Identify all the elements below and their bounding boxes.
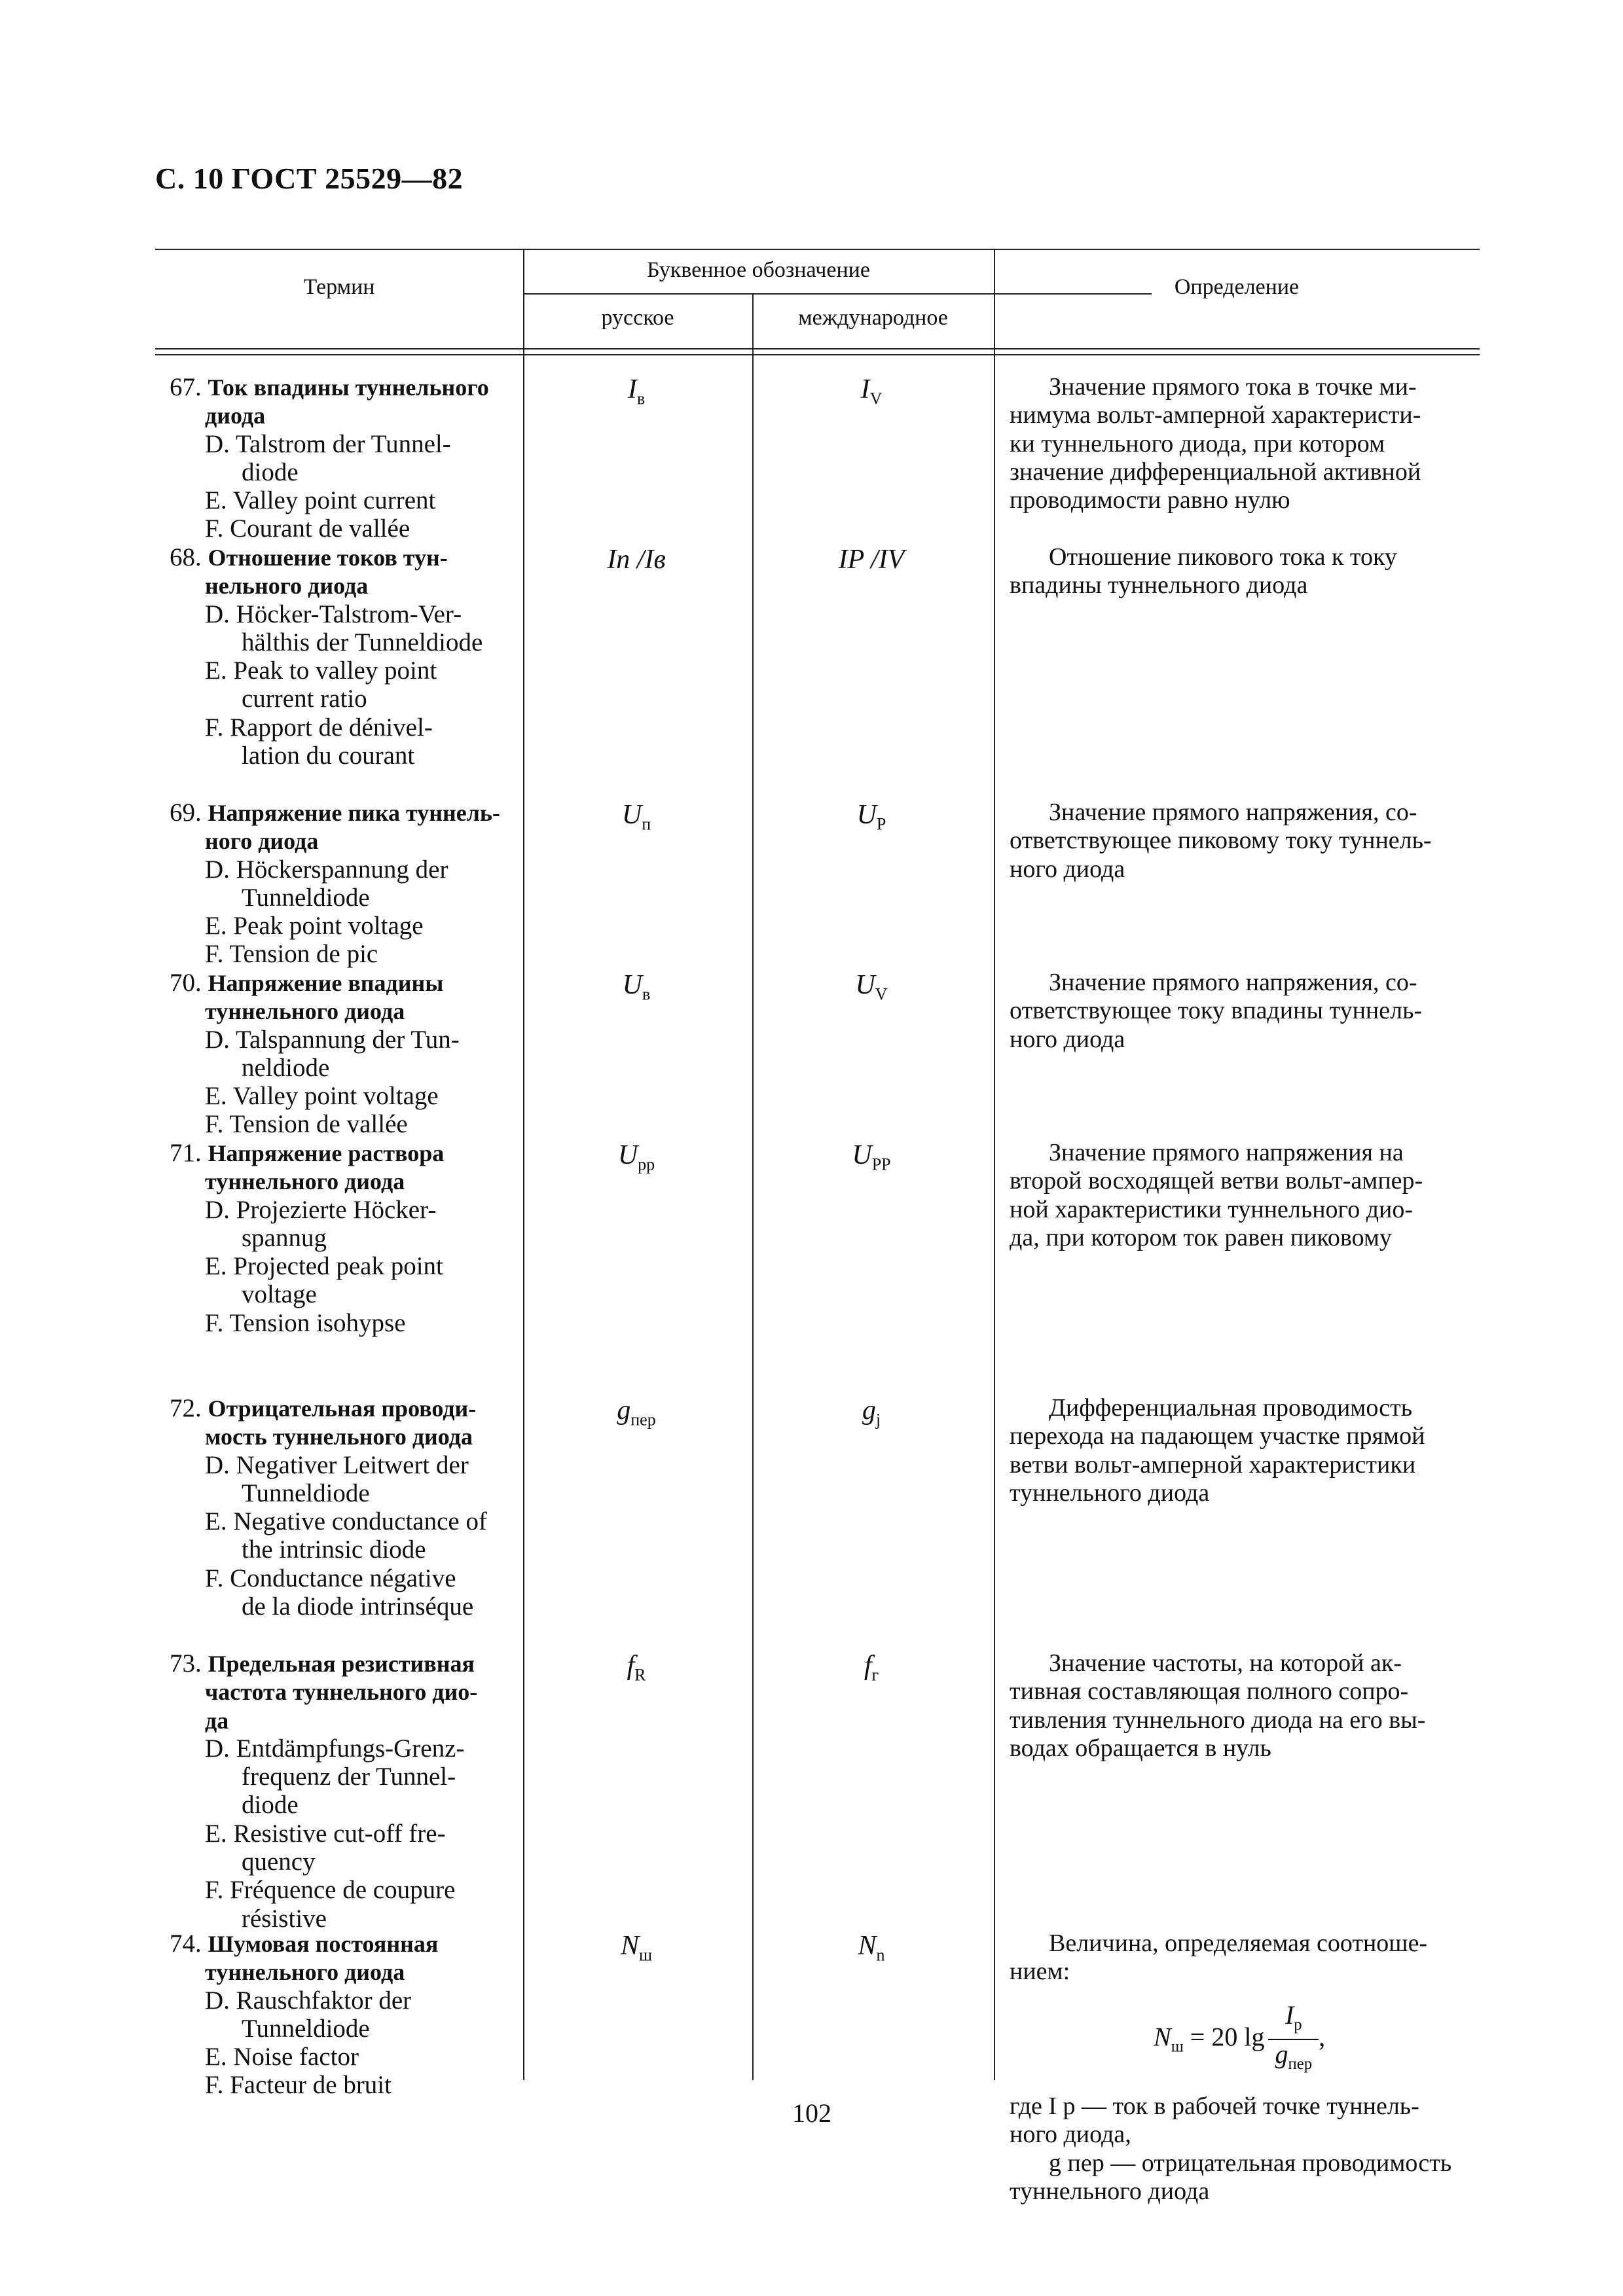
term-line (170, 1706, 538, 1734)
term-cell (170, 798, 538, 969)
term-line: F. Rapport de dénivel- (205, 713, 433, 742)
column-header-symbol: Буквенное обозначение (647, 258, 870, 282)
definition-line: где I p — ток в рабочей точке туннель- (1010, 2092, 1419, 2121)
term-line: résistive (242, 1904, 327, 1933)
term-line: E. Valley point current (205, 486, 436, 515)
column-header-symbol-ru: русское (601, 306, 674, 330)
term-line: E. Peak to valley point (205, 656, 437, 685)
symbol-international: $N_n$ (858, 1931, 885, 1965)
column-divider (994, 249, 995, 2080)
term-line: F. Fréquence de coupure (205, 1876, 456, 1905)
definition-line: тивная составляющая полного сопро- (1010, 1677, 1409, 1706)
term-cell (170, 1139, 538, 1337)
definition-line: проводимости равно нулю (1010, 486, 1290, 514)
term-title: ного диода (205, 828, 319, 855)
symbol-international: $U_P$ (856, 800, 886, 834)
term-line: E. Negative conductance of (205, 1507, 487, 1536)
term-line: 73. Предельная резистивная (170, 1649, 475, 1677)
symbol-russian: $g_{пер}$ (617, 1395, 656, 1429)
term-line (170, 1422, 538, 1450)
definition-line: g пер — отрицательная проводимость (1049, 2149, 1452, 2177)
definition-cell (1010, 543, 1461, 600)
definition-cell (1010, 373, 1461, 514)
symbol-russian: $U_{рр}$ (617, 1140, 655, 1174)
term-line: hälthis der Tunneldiode (242, 628, 483, 656)
column-header-term: Термин (303, 275, 375, 299)
term-line: F. Tension de vallée (205, 1110, 408, 1139)
term-line: 67. Ток впадины туннельного (170, 373, 489, 401)
definition-line: туннельного диода (1010, 1479, 1210, 1507)
definition-line: ного диода, (1010, 2121, 1131, 2149)
definition-line: нием: (1010, 1958, 1070, 1986)
definition-cell (1010, 1394, 1461, 1507)
term-line: 72. Отрицательная проводи- (170, 1394, 477, 1422)
definition-line: значение дифференциальной активной (1010, 457, 1421, 486)
column-header-symbol-int: международное (798, 306, 948, 330)
term-line: Tunneldiode (242, 1479, 370, 1507)
definition-line: ответствующее пиковому току туннель- (1010, 827, 1432, 855)
formula-fraction (1268, 2001, 1319, 2079)
term-line: Tunneldiode (242, 883, 370, 912)
term-title: туннельного диода (205, 1168, 405, 1195)
term-line: F. Facteur de bruit (205, 2071, 392, 2100)
page-number: 102 (792, 2098, 831, 2128)
term-line: D. Projezierte Höcker- (205, 1195, 437, 1224)
definition-cell (1010, 1649, 1461, 1763)
definition-line: ной характеристики туннельного дио- (1010, 1195, 1413, 1223)
term-line: E. Peak point voltage (205, 912, 424, 941)
definition-line: впадины туннельного диода (1010, 571, 1308, 600)
definition-line: ки туннельного диода, при котором (1010, 429, 1385, 457)
term-line: diode (242, 1791, 299, 1820)
definition-cell (1010, 1139, 1461, 1252)
term-line: F. Courant de vallée (205, 514, 410, 543)
term-line: quency (242, 1848, 316, 1876)
definition-line: Значение прямого напряжения, со- (1049, 798, 1417, 826)
term-line (170, 401, 538, 429)
term-line: F. Conductance négative (205, 1564, 456, 1592)
formula: $N_ш = 20$ lg $\frac{I_p}{g_{пер}}$ , (1154, 2001, 1605, 2079)
term-line: de la diode intrinséque (242, 1592, 474, 1621)
definition-line: Значение прямого напряжения, со- (1049, 969, 1417, 996)
term-line (170, 571, 538, 600)
term-title: Напряжение впадины (208, 970, 444, 996)
table-top-rule (155, 249, 1480, 250)
term-line: current ratio (242, 685, 367, 713)
symbol-international: $g_j$ (862, 1395, 881, 1429)
column-header-definition: Определение (1174, 275, 1300, 299)
term-line: 70. Напряжение впадины (170, 969, 444, 997)
term-line: F. Tension de pic (205, 940, 378, 969)
symbol-russian: $U_п$ (621, 800, 651, 834)
term-line: D. Talstrom der Tunnel- (205, 429, 451, 458)
term-cell (170, 1394, 538, 1621)
term-line: D. Höckerspannung der (205, 855, 448, 884)
term-line: frequenz der Tunnel- (242, 1763, 456, 1791)
term-title: Напряжение пика туннель- (208, 800, 500, 826)
symbol-russian: Iп /Iв (607, 545, 666, 575)
page-header: С. 10 ГОСТ 25529—82 (155, 162, 464, 195)
term-title: мость туннельного диода (205, 1424, 473, 1450)
term-line: 74. Шумовая постоянная (170, 1929, 439, 1958)
formula-denominator: $g_{пер}$ (1275, 2039, 1313, 2073)
definition-line: туннельного диода (1010, 2178, 1210, 2206)
term-line: D. Talspannung der Tun- (205, 1025, 460, 1054)
term-title: туннельного диода (205, 998, 405, 1025)
term-line: F. Tension isohypse (205, 1308, 406, 1337)
term-line: D. Entdämpfungs-Grenz- (205, 1734, 465, 1763)
term-cell (170, 1649, 538, 1933)
term-line: diode (242, 457, 299, 486)
term-line (170, 997, 538, 1025)
term-title: туннельного диода (205, 1959, 405, 1986)
term-line: spannug (242, 1223, 327, 1252)
symbol-russian: $I_в$ (627, 374, 646, 408)
definition-line: Отношение пикового тока к току (1049, 543, 1397, 571)
term-line: E. Valley point voltage (205, 1082, 439, 1111)
definition-line: нимума вольт-амперной характеристи- (1010, 401, 1421, 429)
definition-line: Значение прямого тока в точке ми- (1049, 373, 1417, 401)
definition-cell (1010, 969, 1461, 1054)
term-title: да (205, 1707, 229, 1734)
definition-line: Дифференциальная проводимость (1049, 1394, 1413, 1422)
term-line (170, 827, 538, 855)
term-cell (170, 969, 538, 1139)
term-title: Отрицательная проводи- (208, 1395, 477, 1422)
definition-line: да, при котором ток равен пиковому (1010, 1223, 1392, 1251)
formula-numerator: $I_p$ (1268, 2001, 1319, 2040)
term-line (170, 1167, 538, 1195)
definition-line: водах обращается в нуль (1010, 1734, 1271, 1762)
definition-line: ного диода (1010, 1025, 1125, 1053)
term-line: 69. Напряжение пика туннель- (170, 798, 500, 827)
symbol-international: $I_V$ (860, 374, 883, 408)
definition-line: тивления туннельного диода на его вы- (1010, 1706, 1426, 1734)
definition-cell (1010, 1929, 1461, 2206)
term-title: Предельная резистивная (208, 1651, 475, 1677)
term-line: E. Resistive cut-off fre- (205, 1819, 446, 1848)
definition-line: ного диода (1010, 855, 1125, 883)
term-title: Шумовая постоянная (208, 1931, 439, 1957)
symbol-russian: $U_в$ (622, 970, 651, 1004)
symbol-international: $U_V$ (855, 970, 888, 1004)
symbol-international: $U_{PP}$ (852, 1140, 891, 1174)
term-title: Напряжение раствора (208, 1140, 445, 1166)
term-line: D. Rauschfaktor der (205, 1986, 412, 2015)
term-title: частота туннельного дио- (205, 1679, 478, 1706)
term-cell (170, 543, 538, 770)
definition-line: перехода на падающем участке прямой (1010, 1422, 1425, 1450)
term-title: диода (205, 403, 266, 429)
term-cell (170, 1929, 538, 2100)
term-line: the intrinsic diode (242, 1535, 426, 1564)
symbol-russian: $N_ш$ (620, 1931, 653, 1965)
term-title: нельного диода (205, 573, 369, 600)
definition-line: второй восходящей ветви вольт-ампер- (1010, 1167, 1423, 1195)
term-line: D. Negativer Leitwert der (205, 1450, 469, 1479)
term-title: Ток впадины туннельного (208, 374, 489, 401)
definition-cell (1010, 798, 1461, 884)
term-cell (170, 373, 538, 543)
definition-line: ветви вольт-амперной характеристики (1010, 1450, 1416, 1479)
term-title: Отношение токов тун- (208, 545, 448, 571)
symbol-international: IP /IV (838, 545, 905, 575)
term-line: lation du courant (242, 742, 415, 770)
term-line (170, 1677, 538, 1706)
term-line: D. Höcker-Talstrom-Ver- (205, 600, 462, 628)
symbol-international: $f_г$ (864, 1651, 879, 1685)
term-line: 71. Напряжение раствора (170, 1139, 445, 1167)
term-line: voltage (242, 1280, 317, 1309)
symbol-russian: $f_R$ (627, 1651, 646, 1685)
definition-line: Величина, определяемая соотноше- (1049, 1929, 1428, 1957)
header-bottom-rule (155, 348, 1480, 350)
definition-line: Значение частоты, на которой ак- (1049, 1649, 1402, 1677)
header-double-rule (155, 354, 1480, 355)
term-line: Tunneldiode (242, 2014, 370, 2043)
term-line: E. Noise factor (205, 2043, 359, 2072)
definition-line: ответствующее току впадины туннель- (1010, 997, 1423, 1025)
term-line: 68. Отношение токов тун- (170, 543, 448, 571)
term-line (170, 1958, 538, 1986)
term-line: neldiode (242, 1053, 330, 1082)
term-line: E. Projected peak point (205, 1252, 443, 1281)
definition-line: Значение прямого напряжения на (1049, 1139, 1404, 1166)
